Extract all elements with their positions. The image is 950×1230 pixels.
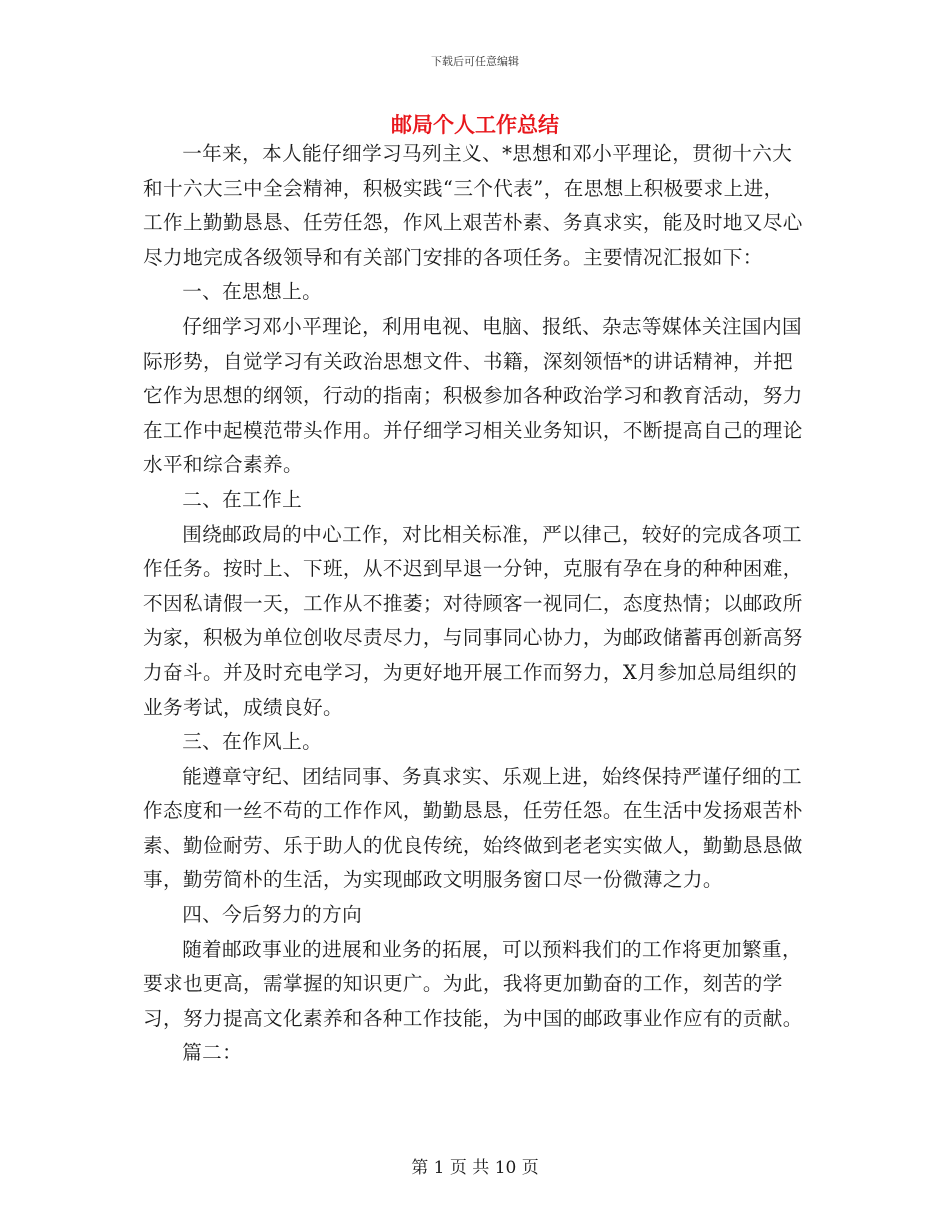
section-heading-future: 四、今后努力的方向 bbox=[182, 903, 363, 927]
section-heading-style: 三、在作风上。 bbox=[182, 730, 323, 754]
section-heading-thought: 一、在思想上。 bbox=[182, 280, 323, 304]
paragraph-thought: 仔细学习邓小平理论，利用电视、电脑、报纸、杂志等媒体关注国内国际形势，自觉学习有关政治思想文件、书籍，深刻领悟*的讲话精神，并把它作为思想的纲领，行动的指南；积极参加各种政治学习和教育活动，努力在工作中起模范带头作用。并仔细学习相关业务知识，不断提高自己的理论水平和综合素养。 bbox=[143, 314, 803, 477]
paragraph-future: 随着邮政事业的进展和业务的拓展，可以预料我们的工作将更加繁重，要求也更高，需掌握的知识更广。为此，我将更加勤奋的工作，刻苦的学习，努力提高文化素养和各种工作技能，为中国的邮政事业作应有的贡献。 bbox=[143, 937, 803, 1030]
section-heading-work: 二、在工作上 bbox=[182, 487, 303, 511]
document-body bbox=[143, 137, 803, 1071]
document-title: 邮局个人工作总结 bbox=[391, 112, 559, 137]
paragraph-intro: 一年来，本人能仔细学习马列主义、*思想和邓小平理论，贯彻十六大和十六大三中全会精神，积极实践“三个代表”，在思想上积极要求上进，工作上勤勤恳恳、任劳任怨，作风上艰苦朴素、务真求实，能及时地又尽心尽力地完成各级领导和有关部门安排的各项任务。主要情况汇报如下： bbox=[143, 142, 803, 269]
page-number: 第 1 页 共 10 页 bbox=[411, 1158, 539, 1178]
paragraph-style: 能遵章守纪、团结同事、务真求实、乐观上进，始终保持严谨仔细的工作态度和一丝不苟的工作作风，勤勤恳恳，任劳任怨。在生活中发扬艰苦朴素、勤俭耐劳、乐于助人的优良传统，始终做到老老实实做人，勤勤恳恳做事，勤劳简朴的生活，为实现邮政文明服务窗口尽一份微薄之力。 bbox=[143, 764, 803, 892]
section-heading-part-two: 篇二： bbox=[182, 1041, 243, 1065]
header-note: 下载后可任意编辑 bbox=[431, 55, 519, 68]
paragraph-work: 围绕邮政局的中心工作，对比相关标准，严以律己，较好的完成各项工作任务。按时上、下班，从不迟到早退一分钟，克服有孕在身的种种困难，不因私请假一天，工作从不推萎；对待顾客一视同仁，态度热情；以邮政所为家，积极为单位创收尽责尽力，与同事同心协力，为邮政储蓄再创新高努力奋斗。并及时充电学习，为更好地开展工作而努力，X月参加总局组织的业务考试，成绩良好。 bbox=[143, 522, 803, 719]
